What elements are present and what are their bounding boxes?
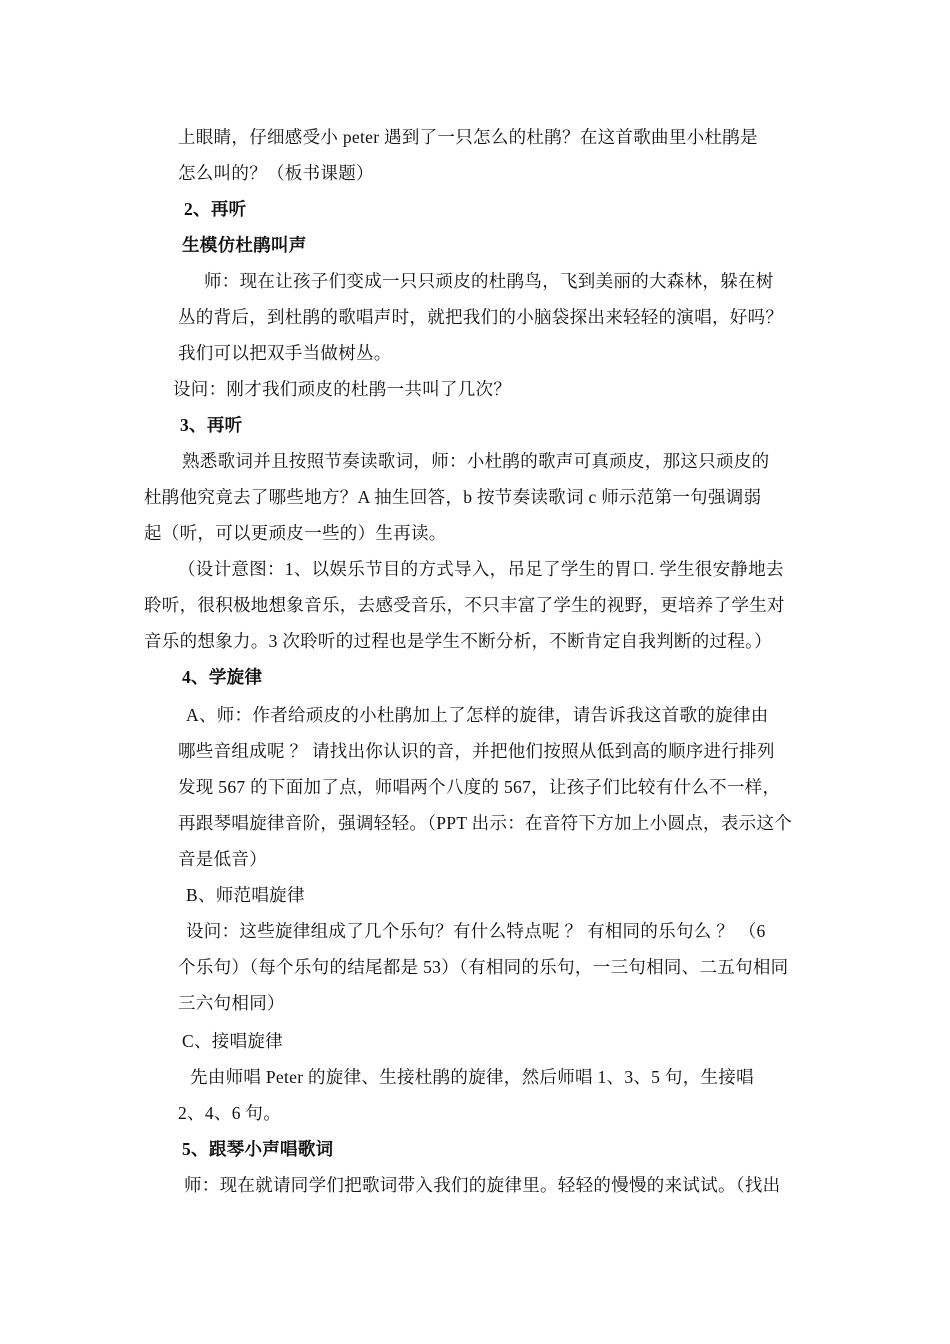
paragraph-line: 2、4、6 句。 (178, 1103, 282, 1123)
subsection-heading: 生模仿杜鹃叫声 (182, 235, 307, 255)
paragraph-line: 杜鹃他究竟去了哪些地方？A 抽生回答，b 按节奏读歌词 c 师示范第一句强调弱 (144, 487, 762, 507)
paragraph-line: 发现 567 的下面加了点，师唱两个八度的 567，让孩子们比较有什么不一样， (178, 777, 781, 797)
section-heading: 2、再听 (184, 199, 247, 219)
paragraph-line: （设计意图：1、以娱乐节目的方式导入，吊足了学生的胃口. 学生很安静地去 (178, 559, 784, 579)
paragraph-line: 怎么叫的？（板书课题） (178, 163, 374, 183)
paragraph-line: 聆听，很积极地想象音乐，去感受音乐，不只丰富了学生的视野，更培养了学生对 (144, 595, 785, 615)
paragraph-line: 设问：这些旋律组成了几个乐句？有什么特点呢 ？ 有相同的乐句么 ？ （6 (186, 921, 766, 941)
section-heading: 4、学旋律 (182, 667, 263, 687)
paragraph-line: C、接唱旋律 (182, 1031, 283, 1051)
paragraph-line: 丛的背后，到杜鹃的歌唱声时，就把我们的小脑袋探出来轻轻的演唱，好吗？ (178, 307, 784, 327)
paragraph-line: 我们可以把双手当做树丛。 (178, 343, 392, 363)
paragraph-line: 师：现在就请同学们把歌词带入我们的旋律里。轻轻的慢慢的来试试。（找出 (184, 1175, 781, 1195)
paragraph-line: 设问：刚才我们顽皮的杜鹃一共叫了几次？ (173, 379, 512, 399)
paragraph-line: 哪些音组成呢 ？ 请找出你认识的音，并把他们按照从低到高的顺序进行排列 (178, 741, 775, 761)
paragraph-line: 音是低音） (178, 849, 267, 869)
paragraph-line: 师：现在让孩子们变成一只只顽皮的杜鹃鸟，飞到美丽的大森林，躲在树 (204, 271, 774, 291)
paragraph-line: 音乐的想象力。3 次聆听的过程也是学生不断分析，不断肯定自我判断的过程。） (144, 631, 772, 651)
paragraph-line: 三六句相同） (178, 993, 285, 1013)
paragraph-line: A、师：作者给顽皮的小杜鹃加上了怎样的旋律，请告诉我这首歌的旋律由 (186, 705, 769, 725)
paragraph-line: 再跟琴唱旋律音阶，强调轻轻。（PPT 出示：在音符下方加上小圆点，表示这个 (178, 813, 793, 833)
paragraph-line: 个乐句）（每个乐句的结尾都是 53）（有相同的乐句，一三句相同、二五句相同 (178, 957, 789, 977)
section-heading: 5、跟琴小声唱歌词 (182, 1139, 334, 1159)
paragraph-line: 先由师唱 Peter 的旋律、生接杜鹃的旋律，然后师唱 1、3、5 句，生接唱 (190, 1067, 754, 1087)
paragraph-line: 熟悉歌词并且按照节奏读歌词，师：小杜鹃的歌声可真顽皮，那这只顽皮的 (182, 451, 770, 471)
paragraph-line: B、师范唱旋律 (186, 885, 305, 905)
paragraph-line: 上眼睛，仔细感受小 peter 遇到了一只怎么的杜鹃？在这首歌曲里小杜鹃是 (178, 127, 758, 147)
section-heading: 3、再听 (180, 415, 243, 435)
paragraph-line: 起（听，可以更顽皮一些的）生再读。 (144, 523, 447, 543)
